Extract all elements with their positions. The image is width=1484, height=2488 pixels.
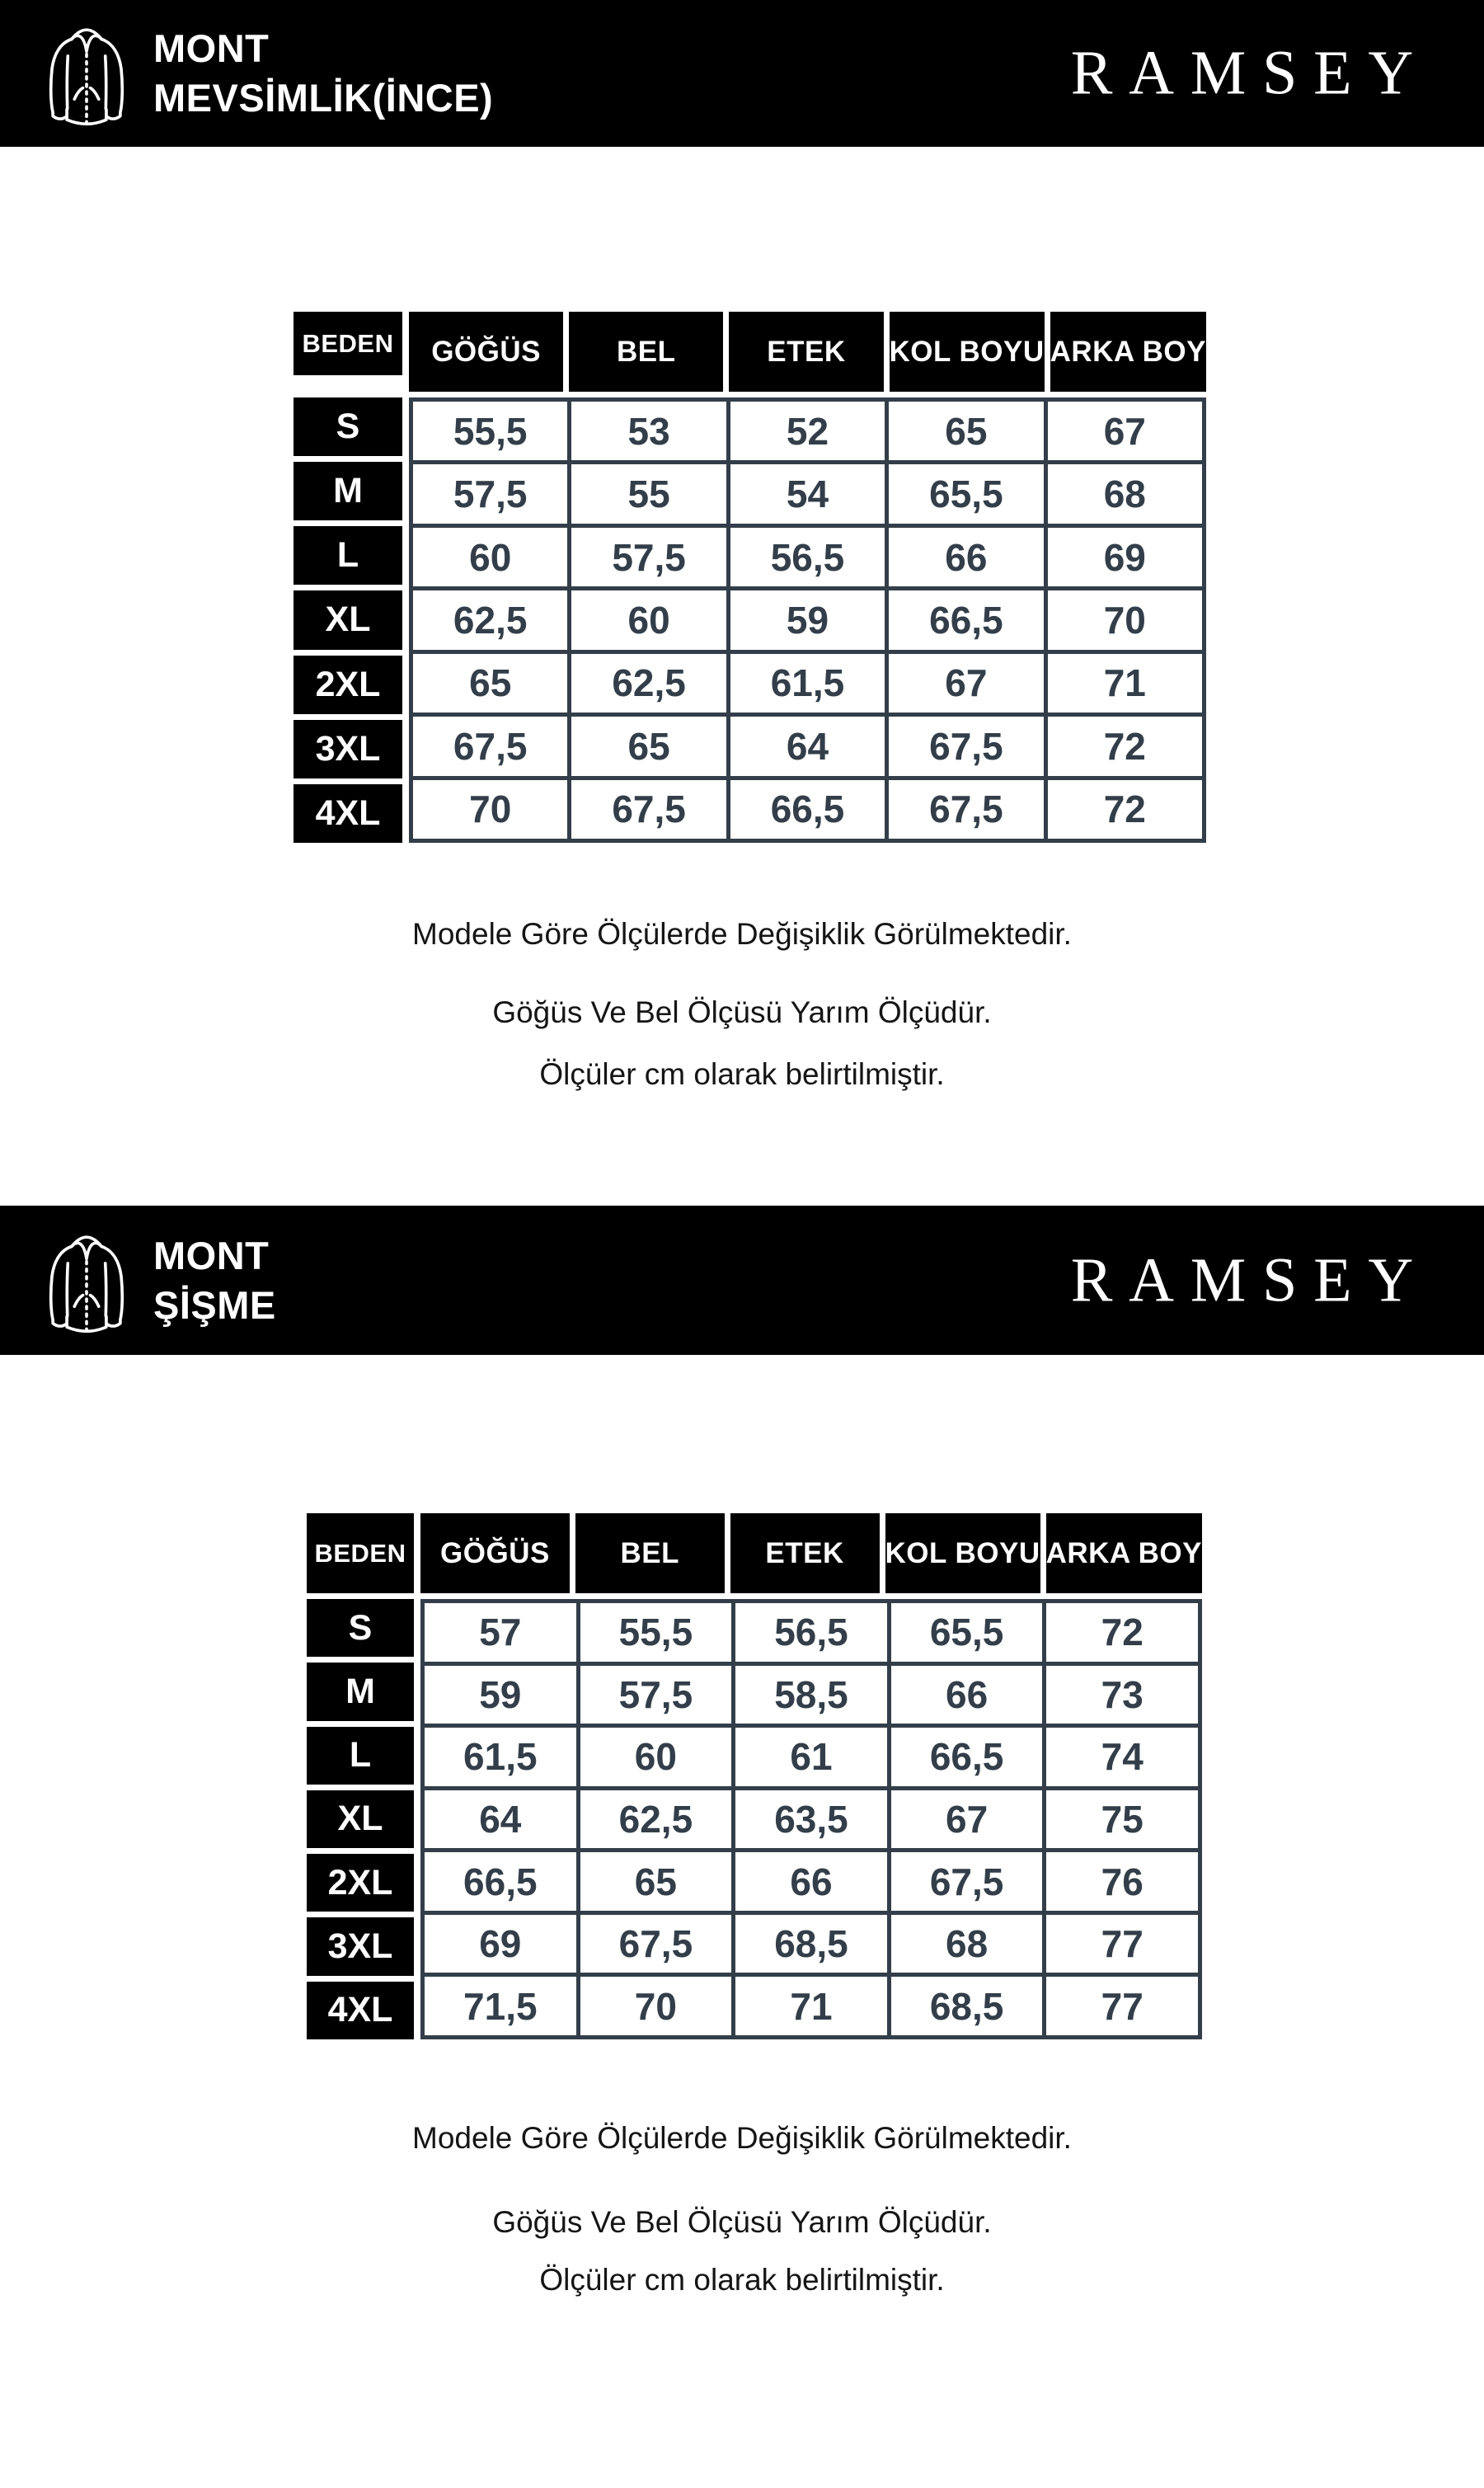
measurement-grid xyxy=(420,1599,1202,2039)
size-label: S xyxy=(294,397,402,456)
measurement-cell: 65,5 xyxy=(889,464,1043,523)
measurement-cell: 73 xyxy=(1046,1666,1198,1724)
section-title-line2: ŞİŞME xyxy=(153,1282,276,1327)
measurement-cell: 56,5 xyxy=(735,1603,887,1662)
note-line: Ölçüler cm olarak belirtilmiştir. xyxy=(539,2263,945,2297)
size-label: L xyxy=(294,526,402,585)
size-table-mevsimlik xyxy=(294,312,1206,843)
section-title xyxy=(153,1231,276,1330)
measurement-cell: 55,5 xyxy=(413,402,567,460)
measurement-cell: 58,5 xyxy=(735,1666,887,1724)
measurement-cell: 54 xyxy=(730,464,885,523)
measurement-columns xyxy=(420,1513,1202,2039)
measurement-cell: 68 xyxy=(891,1915,1043,1973)
measurement-cell: 72 xyxy=(1048,780,1202,839)
measurement-cell: 57,5 xyxy=(580,1666,732,1724)
measurement-cell: 62,5 xyxy=(580,1790,732,1849)
measurement-cell: 59 xyxy=(425,1666,576,1724)
measurement-cell: 71 xyxy=(735,1977,887,2035)
measurement-cell: 70 xyxy=(413,780,567,839)
section-title-line1: MONT xyxy=(153,1233,270,1277)
measurement-cell: 77 xyxy=(1046,1977,1198,2035)
measurement-cell: 76 xyxy=(1046,1852,1198,1911)
column-header: GÖĞÜS xyxy=(420,1513,570,1593)
measurement-cell: 61,5 xyxy=(425,1728,576,1786)
measurement-cell: 57,5 xyxy=(571,528,726,586)
measurement-cell: 67 xyxy=(891,1790,1043,1849)
measurement-cell: 72 xyxy=(1046,1603,1198,1662)
measurement-cell: 57,5 xyxy=(413,464,567,523)
measurement-cell: 67,5 xyxy=(413,717,567,775)
size-label: 4XL xyxy=(307,1982,414,2039)
measurement-cell: 65,5 xyxy=(891,1603,1043,1662)
column-header: ARKA BOY xyxy=(1046,1513,1202,1593)
section-title-line2: MEVSİMLİK(İNCE) xyxy=(153,76,494,120)
measurement-cell: 66 xyxy=(889,528,1043,586)
measurement-cell: 66,5 xyxy=(730,780,885,839)
size-label: L xyxy=(307,1727,414,1785)
jacket-icon xyxy=(38,1222,135,1339)
measurement-cell: 57 xyxy=(425,1603,576,1662)
measurement-cell: 67,5 xyxy=(571,780,726,839)
size-label: XL xyxy=(294,590,402,649)
size-column xyxy=(307,1513,414,2039)
section-header-sisme xyxy=(0,1206,1484,1355)
size-column-header: BEDEN xyxy=(307,1513,414,1593)
measurement-cell: 66 xyxy=(735,1852,887,1911)
jacket-icon xyxy=(38,15,135,132)
measurement-cell: 66,5 xyxy=(425,1852,576,1911)
measurement-cell: 65 xyxy=(413,654,567,713)
column-header: ARKA BOY xyxy=(1050,312,1206,392)
measurement-cell: 64 xyxy=(425,1790,576,1849)
measurement-cell: 67,5 xyxy=(889,780,1043,839)
measurement-cell: 70 xyxy=(580,1977,732,2035)
measurement-cell: 52 xyxy=(730,402,885,460)
section-title xyxy=(153,24,493,123)
section-title-line1: MONT xyxy=(153,26,270,70)
measurement-cell: 66,5 xyxy=(891,1728,1043,1786)
size-label: 2XL xyxy=(307,1854,414,1912)
measurement-cell: 62,5 xyxy=(571,654,726,713)
size-label: XL xyxy=(307,1790,414,1848)
measurement-cell: 71 xyxy=(1048,654,1202,713)
measurement-cell: 62,5 xyxy=(413,590,567,649)
note-line: Modele Göre Ölçülerde Değişiklik Görülmektedir. xyxy=(412,917,1072,951)
note-line: Göğüs Ve Bel Ölçüsü Yarım Ölçüdür. xyxy=(492,2205,992,2239)
measurement-cell: 60 xyxy=(413,528,567,586)
measurement-grid xyxy=(409,397,1206,843)
measurement-cell: 53 xyxy=(571,402,726,460)
measurement-cell: 68 xyxy=(1048,464,1202,523)
measurement-cell: 55,5 xyxy=(580,1603,732,1662)
measurement-cell: 68,5 xyxy=(891,1977,1043,2035)
size-label: 4XL xyxy=(294,784,402,843)
note-line: Ölçüler cm olarak belirtilmiştir. xyxy=(539,1057,945,1091)
measurement-cell: 65 xyxy=(571,717,726,775)
measurement-cell: 61,5 xyxy=(730,654,885,713)
measurement-headers xyxy=(409,312,1206,392)
size-labels xyxy=(307,1599,414,2039)
column-header: ETEK xyxy=(729,312,883,392)
size-column xyxy=(294,312,402,843)
measurement-cell: 72 xyxy=(1048,717,1202,775)
measurement-cell: 67,5 xyxy=(891,1852,1043,1911)
measurement-cell: 70 xyxy=(1048,590,1202,649)
column-header: BEL xyxy=(575,1513,725,1593)
column-header: KOL BOYU xyxy=(890,312,1045,392)
size-label: S xyxy=(307,1599,414,1657)
measurement-cell: 66 xyxy=(891,1666,1043,1724)
size-label: M xyxy=(307,1663,414,1720)
measurement-cell: 71,5 xyxy=(425,1977,576,2035)
measurement-cell: 60 xyxy=(571,590,726,649)
measurement-cell: 67 xyxy=(1048,402,1202,460)
note-line: Modele Göre Ölçülerde Değişiklik Görülmektedir. xyxy=(412,2121,1072,2155)
brand-logo: RAMSEY xyxy=(1070,38,1430,108)
size-label: M xyxy=(294,462,402,520)
measurement-cell: 74 xyxy=(1046,1728,1198,1786)
column-header: BEL xyxy=(569,312,723,392)
measurement-cell: 66,5 xyxy=(889,590,1043,649)
brand-logo: RAMSEY xyxy=(1070,1245,1430,1315)
measurement-cell: 55 xyxy=(571,464,726,523)
size-label: 2XL xyxy=(294,656,402,714)
size-table-sisme xyxy=(307,1513,1202,2039)
measurement-cell: 69 xyxy=(425,1915,576,1973)
note-line: Göğüs Ve Bel Ölçüsü Yarım Ölçüdür. xyxy=(492,995,992,1029)
column-header: ETEK xyxy=(730,1513,880,1593)
measurement-cell: 63,5 xyxy=(735,1790,887,1849)
size-label: 3XL xyxy=(307,1917,414,1975)
measurement-cell: 67,5 xyxy=(580,1915,732,1973)
measurement-cell: 61 xyxy=(735,1728,887,1786)
section-header-mevsimlik xyxy=(0,0,1484,147)
measurement-cell: 59 xyxy=(730,590,885,649)
size-labels xyxy=(294,397,402,843)
measurement-cell: 69 xyxy=(1048,528,1202,586)
column-header: GÖĞÜS xyxy=(409,312,563,392)
measurement-cell: 68,5 xyxy=(735,1915,887,1973)
measurement-cell: 64 xyxy=(730,717,885,775)
measurement-cell: 65 xyxy=(580,1852,732,1911)
measurement-cell: 65 xyxy=(889,402,1043,460)
measurement-headers xyxy=(420,1513,1202,1593)
measurement-cell: 77 xyxy=(1046,1915,1198,1973)
measurement-cell: 75 xyxy=(1046,1790,1198,1849)
size-label: 3XL xyxy=(294,720,402,778)
measurement-columns xyxy=(409,312,1206,843)
measurement-cell: 67 xyxy=(889,654,1043,713)
size-column-header: BEDEN xyxy=(294,312,402,375)
measurement-cell: 56,5 xyxy=(730,528,885,586)
measurement-cell: 60 xyxy=(580,1728,732,1786)
measurement-cell: 67,5 xyxy=(889,717,1043,775)
column-header: KOL BOYU xyxy=(885,1513,1040,1593)
